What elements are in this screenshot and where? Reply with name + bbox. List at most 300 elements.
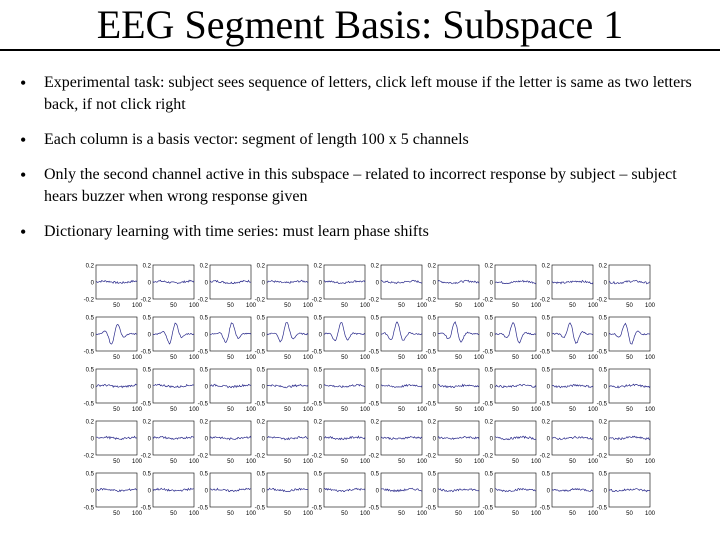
x-tick-label: 50 [284, 355, 291, 361]
x-tick-label: 100 [473, 511, 485, 517]
y-tick-label: 0 [432, 436, 436, 443]
x-tick-label: 100 [587, 355, 599, 361]
basis-panel [255, 264, 314, 310]
y-tick-label: -0.5 [83, 349, 94, 356]
y-tick-label: 0.2 [256, 419, 265, 426]
waveform-line [381, 488, 422, 491]
y-tick-label: -0.2 [482, 297, 493, 304]
x-tick-label: 50 [113, 407, 120, 413]
waveform-line [267, 280, 308, 283]
x-tick-label: 100 [416, 459, 428, 465]
x-tick-label: 50 [455, 355, 462, 361]
waveform-line [324, 280, 365, 283]
y-tick-label: -0.5 [197, 401, 208, 408]
y-tick-label: -0.5 [140, 349, 151, 356]
bullet-dot: • [20, 73, 27, 93]
y-tick-label: 0.5 [370, 315, 379, 322]
basis-panel [540, 420, 599, 466]
x-tick-label: 50 [341, 407, 348, 413]
x-tick-label: 50 [284, 303, 291, 309]
y-tick-label: 0 [375, 436, 379, 443]
x-tick-label: 100 [302, 511, 314, 517]
x-tick-label: 50 [341, 511, 348, 517]
x-tick-label: 100 [245, 459, 257, 465]
y-tick-label: -0.5 [596, 401, 607, 408]
x-tick-label: 100 [473, 303, 485, 309]
y-tick-label: 0.2 [313, 263, 322, 270]
y-tick-label: 0.5 [142, 367, 151, 374]
y-tick-label: 0 [546, 384, 550, 391]
waveform-line [153, 323, 194, 344]
panel-frame [153, 369, 194, 403]
basis-panel [312, 472, 371, 518]
bullet-item [20, 129, 710, 151]
y-tick-label: 0.2 [541, 263, 550, 270]
y-tick-label: -0.5 [539, 505, 550, 512]
basis-panel [255, 420, 314, 466]
y-tick-label: -0.2 [311, 297, 322, 304]
basis-panel [84, 316, 143, 362]
panel-frame [324, 369, 365, 403]
y-tick-label: 0.2 [598, 263, 607, 270]
y-tick-label: 0 [546, 332, 550, 339]
y-tick-label: 0.5 [256, 471, 265, 478]
y-tick-label: -0.2 [539, 297, 550, 304]
x-tick-label: 100 [530, 511, 542, 517]
y-tick-label: -0.5 [482, 505, 493, 512]
y-tick-label: 0 [603, 332, 607, 339]
y-tick-label: 0.2 [484, 419, 493, 426]
y-tick-label: 0.5 [199, 315, 208, 322]
y-tick-label: 0.5 [85, 367, 94, 374]
y-tick-label: 0 [90, 384, 94, 391]
x-tick-label: 50 [341, 303, 348, 309]
y-tick-label: -0.2 [368, 453, 379, 460]
waveform-line [495, 280, 536, 283]
waveform-line [267, 323, 308, 342]
x-tick-label: 100 [359, 459, 371, 465]
y-tick-label: 0.2 [370, 419, 379, 426]
y-tick-label: 0.5 [484, 367, 493, 374]
y-tick-label: -0.2 [254, 297, 265, 304]
y-tick-label: 0 [147, 436, 151, 443]
x-tick-label: 50 [398, 407, 405, 413]
basis-panel [141, 472, 200, 518]
x-tick-label: 50 [512, 303, 519, 309]
basis-panel [312, 420, 371, 466]
x-tick-label: 50 [113, 355, 120, 361]
y-tick-label: 0 [375, 384, 379, 391]
y-tick-label: 0.2 [427, 263, 436, 270]
bullet-text: Each column is a basis vector: segment of length 100 x 5 channels [44, 131, 469, 148]
waveform-line [381, 322, 422, 340]
x-tick-label: 50 [626, 407, 633, 413]
x-tick-label: 100 [131, 355, 143, 361]
basis-panel [483, 472, 542, 518]
y-tick-label: -0.2 [596, 297, 607, 304]
y-tick-label: -0.5 [368, 401, 379, 408]
y-tick-label: 0.5 [313, 471, 322, 478]
y-tick-label: 0.5 [598, 471, 607, 478]
y-tick-label: 0 [489, 280, 493, 287]
basis-panel [426, 420, 485, 466]
basis-panel [198, 472, 257, 518]
y-tick-label: -0.5 [83, 401, 94, 408]
y-tick-label: -0.2 [368, 297, 379, 304]
x-tick-label: 100 [530, 459, 542, 465]
waveform-line [495, 488, 536, 491]
y-tick-label: 0 [318, 488, 322, 495]
x-tick-label: 100 [644, 511, 656, 517]
x-tick-label: 100 [302, 355, 314, 361]
basis-panel [84, 420, 143, 466]
basis-panel [426, 316, 485, 362]
x-tick-label: 100 [644, 355, 656, 361]
y-tick-label: 0.5 [256, 315, 265, 322]
waveform-line [96, 488, 137, 491]
basis-panel [369, 420, 428, 466]
y-tick-label: -0.2 [83, 297, 94, 304]
x-tick-label: 100 [644, 459, 656, 465]
y-tick-label: 0.5 [256, 367, 265, 374]
x-tick-label: 100 [188, 355, 200, 361]
panel-frame [210, 369, 251, 403]
bullet-dot: • [20, 165, 27, 185]
y-tick-label: 0 [546, 280, 550, 287]
x-tick-label: 100 [473, 459, 485, 465]
x-tick-label: 100 [416, 355, 428, 361]
bullet-dot: • [20, 130, 27, 150]
x-tick-label: 50 [455, 459, 462, 465]
basis-panel [198, 316, 257, 362]
y-tick-label: 0 [603, 280, 607, 287]
panel-frame [609, 265, 650, 299]
x-tick-label: 50 [341, 459, 348, 465]
x-tick-label: 50 [398, 303, 405, 309]
y-tick-label: 0 [147, 332, 151, 339]
y-tick-label: 0 [90, 488, 94, 495]
x-tick-label: 100 [473, 407, 485, 413]
y-tick-label: 0.2 [199, 263, 208, 270]
y-tick-label: 0 [603, 488, 607, 495]
title-rule [0, 49, 720, 51]
x-tick-label: 100 [131, 511, 143, 517]
x-tick-label: 100 [131, 303, 143, 309]
x-tick-label: 100 [644, 407, 656, 413]
y-tick-label: 0 [204, 332, 208, 339]
y-tick-label: 0.5 [541, 315, 550, 322]
y-tick-label: 0.5 [142, 471, 151, 478]
waveform-line [96, 436, 137, 439]
y-tick-label: 0.5 [370, 471, 379, 478]
y-tick-label: -0.2 [140, 453, 151, 460]
y-tick-label: 0 [432, 384, 436, 391]
y-tick-label: 0.5 [541, 471, 550, 478]
waveform-line [609, 436, 650, 439]
bullet-item [20, 164, 710, 208]
y-tick-label: -0.5 [425, 349, 436, 356]
basis-panel [198, 420, 257, 466]
y-tick-label: 0.5 [313, 367, 322, 374]
waveform-line [96, 281, 137, 284]
basis-panel [312, 264, 371, 310]
basis-panel [141, 264, 200, 310]
y-tick-label: 0.2 [142, 419, 151, 426]
y-tick-label: 0 [90, 280, 94, 287]
y-tick-label: 0 [546, 488, 550, 495]
y-tick-label: 0.5 [427, 471, 436, 478]
bullet-list [20, 72, 710, 243]
x-tick-label: 100 [359, 407, 371, 413]
y-tick-label: 0.2 [85, 263, 94, 270]
y-tick-label: 0.5 [484, 315, 493, 322]
y-tick-label: -0.2 [311, 453, 322, 460]
y-tick-label: 0.2 [142, 263, 151, 270]
basis-panel [483, 264, 542, 310]
x-tick-label: 50 [398, 355, 405, 361]
waveform-line [324, 323, 365, 341]
x-tick-label: 50 [455, 511, 462, 517]
x-tick-label: 50 [227, 303, 234, 309]
x-tick-label: 50 [569, 407, 576, 413]
basis-panel [369, 472, 428, 518]
basis-panel [312, 316, 371, 362]
waveform-line [210, 384, 251, 388]
basis-panel [426, 472, 485, 518]
y-tick-label: -0.5 [140, 401, 151, 408]
panel-frame [267, 265, 308, 299]
x-tick-label: 100 [473, 355, 485, 361]
x-tick-label: 100 [188, 303, 200, 309]
waveform-line [324, 488, 365, 491]
basis-panel [540, 264, 599, 310]
y-tick-label: -0.5 [254, 505, 265, 512]
x-tick-label: 50 [227, 511, 234, 517]
basis-vector-grid [83, 262, 666, 524]
waveform-line [495, 436, 536, 440]
y-tick-label: 0.5 [85, 471, 94, 478]
y-tick-label: 0 [318, 280, 322, 287]
y-tick-label: 0.5 [85, 315, 94, 322]
y-tick-label: -0.2 [596, 453, 607, 460]
y-tick-label: 0 [90, 332, 94, 339]
waveform-line [96, 325, 137, 345]
waveform-line [153, 488, 194, 491]
waveform-line [609, 489, 650, 492]
x-tick-label: 50 [170, 407, 177, 413]
x-tick-label: 100 [416, 303, 428, 309]
waveform-line [210, 436, 251, 439]
x-tick-label: 50 [512, 355, 519, 361]
y-tick-label: 0.5 [370, 367, 379, 374]
basis-panel [369, 264, 428, 310]
basis-panel [426, 368, 485, 414]
waveform-line [609, 384, 650, 388]
x-tick-label: 50 [512, 407, 519, 413]
x-tick-label: 50 [113, 303, 120, 309]
y-tick-label: 0 [375, 280, 379, 287]
bullet-text: Only the second channel active in this subspace – related to incorrect response by subject – subject hears buzzer when wrong response given [44, 166, 677, 205]
y-tick-label: 0.2 [598, 419, 607, 426]
waveform-line [609, 323, 650, 344]
y-tick-label: 0.5 [427, 367, 436, 374]
x-tick-label: 100 [245, 355, 257, 361]
y-tick-label: 0 [261, 332, 265, 339]
panel-frame [609, 369, 650, 403]
waveform-line [267, 384, 308, 387]
x-tick-label: 50 [569, 459, 576, 465]
y-tick-label: 0 [261, 384, 265, 391]
x-tick-label: 50 [512, 459, 519, 465]
x-tick-label: 100 [530, 303, 542, 309]
slide-title: EEG Segment Basis: Subspace 1 [96, 2, 624, 47]
basis-panel [369, 316, 428, 362]
waveform-line [552, 489, 593, 492]
y-tick-label: 0.2 [199, 419, 208, 426]
x-tick-label: 100 [587, 303, 599, 309]
x-tick-label: 100 [530, 407, 542, 413]
waveform-line [495, 323, 536, 343]
basis-panel [255, 316, 314, 362]
y-tick-label: 0.5 [598, 367, 607, 374]
basis-panel [198, 368, 257, 414]
y-tick-label: 0.5 [142, 315, 151, 322]
y-tick-label: -0.2 [83, 453, 94, 460]
waveform-line [609, 280, 650, 284]
x-tick-label: 100 [131, 459, 143, 465]
waveform-line [438, 489, 479, 492]
basis-panel [141, 420, 200, 466]
bullet-text: Experimental task: subject sees sequence of letters, click left mouse if the letter is same as two letters back, if not click right [44, 74, 692, 113]
y-tick-label: -0.2 [425, 297, 436, 304]
y-tick-label: -0.5 [254, 401, 265, 408]
x-tick-label: 50 [227, 459, 234, 465]
y-tick-label: -0.5 [596, 505, 607, 512]
y-tick-label: -0.5 [311, 505, 322, 512]
y-tick-label: -0.5 [311, 349, 322, 356]
x-tick-label: 100 [359, 355, 371, 361]
y-tick-label: 0 [204, 436, 208, 443]
bullet-item [20, 72, 710, 116]
x-tick-label: 50 [626, 303, 633, 309]
x-tick-label: 50 [113, 459, 120, 465]
y-tick-label: -0.5 [197, 505, 208, 512]
y-tick-label: 0.2 [85, 419, 94, 426]
y-tick-label: -0.5 [368, 349, 379, 356]
y-tick-label: 0 [546, 436, 550, 443]
waveform-line [438, 322, 479, 342]
y-tick-label: 0 [204, 488, 208, 495]
x-tick-label: 100 [587, 511, 599, 517]
y-tick-label: -0.2 [482, 453, 493, 460]
waveform-line [153, 384, 194, 387]
x-tick-label: 50 [569, 511, 576, 517]
y-tick-label: -0.5 [83, 505, 94, 512]
x-tick-label: 50 [569, 355, 576, 361]
y-tick-label: 0 [147, 488, 151, 495]
x-tick-label: 50 [170, 511, 177, 517]
x-tick-label: 50 [227, 355, 234, 361]
waveform-line [438, 280, 479, 284]
basis-panel [540, 316, 599, 362]
x-tick-label: 50 [512, 511, 519, 517]
waveform-line [381, 437, 422, 440]
y-tick-label: 0.2 [541, 419, 550, 426]
waveform-line [381, 280, 422, 283]
waveform-line [210, 488, 251, 491]
basis-panel [540, 472, 599, 518]
y-tick-label: -0.2 [254, 453, 265, 460]
y-tick-label: 0 [318, 332, 322, 339]
basis-panel [483, 420, 542, 466]
y-tick-label: 0 [603, 384, 607, 391]
x-tick-label: 100 [359, 511, 371, 517]
x-tick-label: 100 [530, 355, 542, 361]
x-tick-label: 100 [188, 511, 200, 517]
y-tick-label: 0 [375, 332, 379, 339]
y-tick-label: 0.5 [541, 367, 550, 374]
x-tick-label: 50 [113, 511, 120, 517]
basis-panel [597, 264, 656, 310]
y-tick-label: 0.5 [199, 367, 208, 374]
y-tick-label: 0.5 [313, 315, 322, 322]
y-tick-label: 0 [489, 488, 493, 495]
y-tick-label: 0 [204, 280, 208, 287]
basis-panel [84, 472, 143, 518]
waveform-line [324, 436, 365, 439]
waveform-line [210, 280, 251, 283]
y-tick-label: 0 [318, 436, 322, 443]
y-tick-label: 0 [432, 280, 436, 287]
y-tick-label: 0.2 [484, 263, 493, 270]
basis-panel [84, 368, 143, 414]
y-tick-label: 0.2 [256, 263, 265, 270]
y-tick-label: 0.2 [427, 419, 436, 426]
x-tick-label: 50 [227, 407, 234, 413]
x-tick-label: 50 [398, 459, 405, 465]
x-tick-label: 50 [284, 407, 291, 413]
x-tick-label: 50 [626, 459, 633, 465]
waveform-line [552, 281, 593, 284]
y-tick-label: -0.2 [425, 453, 436, 460]
y-tick-label: -0.2 [539, 453, 550, 460]
basis-panel [84, 264, 143, 310]
basis-panel [483, 368, 542, 414]
basis-panel [312, 368, 371, 414]
y-tick-label: 0 [318, 384, 322, 391]
y-tick-label: -0.2 [140, 297, 151, 304]
waveform-line [438, 436, 479, 439]
basis-panel [141, 316, 200, 362]
basis-panel [141, 368, 200, 414]
y-tick-label: 0 [90, 436, 94, 443]
x-tick-label: 100 [359, 303, 371, 309]
waveform-line [552, 436, 593, 439]
x-tick-label: 50 [455, 407, 462, 413]
y-tick-label: 0 [489, 436, 493, 443]
x-tick-label: 100 [302, 459, 314, 465]
waveform-line [381, 385, 422, 388]
x-tick-label: 50 [626, 511, 633, 517]
y-tick-label: 0 [261, 488, 265, 495]
x-tick-label: 100 [131, 407, 143, 413]
y-tick-label: 0 [261, 280, 265, 287]
y-tick-label: -0.2 [197, 453, 208, 460]
panel-frame [324, 473, 365, 507]
y-tick-label: 0 [375, 488, 379, 495]
y-tick-label: 0 [489, 384, 493, 391]
y-tick-label: 0.5 [598, 315, 607, 322]
